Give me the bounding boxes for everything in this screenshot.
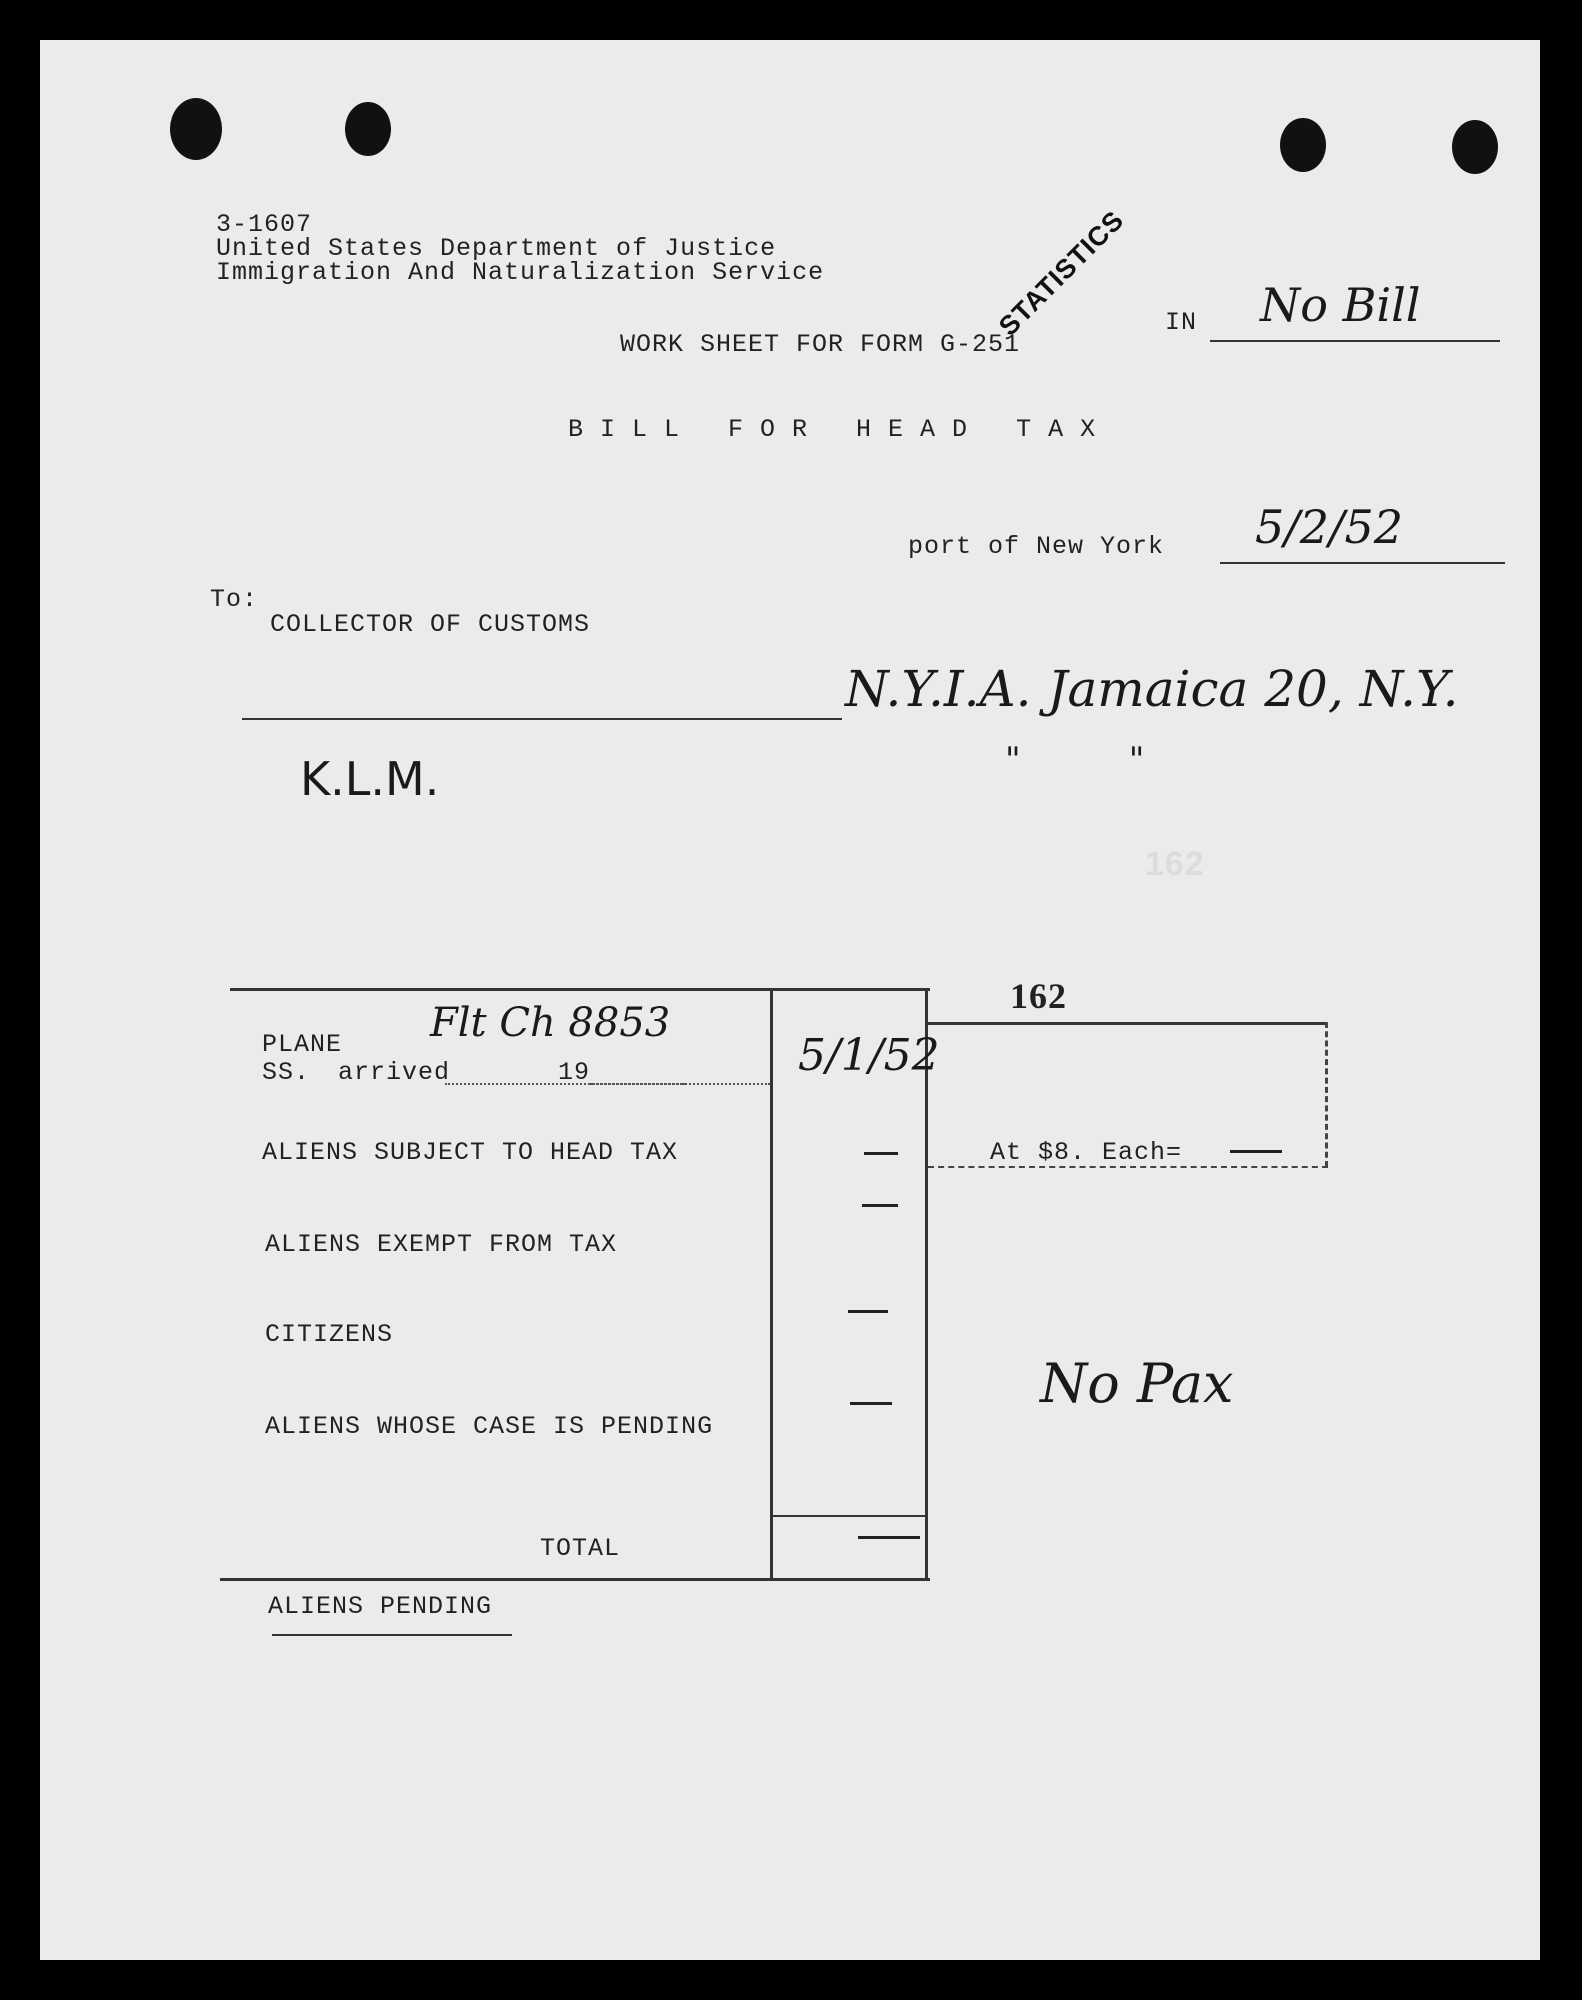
in-label: IN (1165, 308, 1198, 337)
rate-label: At $8. Each= (990, 1138, 1183, 1167)
total-label: TOTAL (540, 1534, 621, 1563)
arrival-date-handwritten: 5/1/52 (798, 1030, 940, 1081)
row-aliens-pending-value (850, 1402, 892, 1405)
total-value (858, 1536, 920, 1539)
total-separator (773, 1515, 925, 1517)
form-subtitle: B I L L F O R H E A D T A X (568, 415, 1097, 444)
year-prefix: 19 (558, 1058, 591, 1087)
document-page (40, 40, 1540, 1960)
form-number: 3-1607 (216, 210, 313, 239)
punch-hole (345, 102, 391, 156)
date-handwritten: 5/2/52 (1255, 500, 1404, 554)
aliens-pending-footer: ALIENS PENDING (268, 1592, 493, 1621)
rate-box-top (928, 1022, 1328, 1025)
form-title: WORK SHEET FOR FORM G-251 (620, 330, 1021, 359)
carrier-handwritten: K.L.M. (300, 752, 440, 806)
punch-hole (170, 98, 222, 160)
in-underline (1210, 340, 1500, 342)
row-citizens-label: CITIZENS (265, 1320, 394, 1349)
table-bottom-rule (220, 1578, 930, 1581)
statistics-stamp: STATISTICS (992, 204, 1130, 342)
row-aliens-pending-label: ALIENS WHOSE CASE IS PENDING (265, 1412, 714, 1441)
agency-line-1: United States Department of Justice (216, 234, 777, 263)
rate-value-dash (1230, 1150, 1282, 1153)
rate-box-right (1325, 1022, 1328, 1167)
row-aliens-exempt-value (862, 1204, 898, 1207)
plane-value-handwritten: Flt Ch 8853 (430, 1000, 671, 1046)
plane-label: PLANE (262, 1030, 343, 1059)
aliens-pending-underline (272, 1634, 512, 1636)
row-aliens-subject-value (864, 1152, 898, 1155)
row-aliens-exempt-label: ALIENS EXEMPT FROM TAX (265, 1230, 618, 1259)
table-divider (770, 988, 773, 1580)
row-citizens-value (848, 1310, 888, 1313)
faint-stamp-number: 162 (1145, 845, 1205, 883)
table-top-rule (230, 988, 930, 991)
arrived-label: arrived (338, 1058, 451, 1087)
port-label: port of New York (908, 532, 1165, 561)
row-aliens-subject-label: ALIENS SUBJECT TO HEAD TAX (262, 1138, 679, 1167)
ss-label: SS. (262, 1058, 311, 1087)
in-value-handwritten: No Bill (1260, 278, 1421, 332)
address-handwritten: N.Y.I.A. Jamaica 20, N.Y. (845, 660, 1459, 718)
to-label: To: (210, 585, 259, 614)
agency-line-2: Immigration And Naturalization Service (216, 258, 825, 287)
year-dotted-line (590, 1082, 770, 1085)
date-underline (1220, 562, 1505, 564)
no-pax-handwritten: No Pax (1040, 1352, 1234, 1415)
addressee: COLLECTOR OF CUSTOMS (270, 610, 591, 639)
punch-hole (1452, 120, 1498, 174)
punch-hole (1280, 118, 1326, 172)
address-line (242, 718, 842, 720)
ditto-marks: " " (1005, 740, 1145, 780)
stamp-number: 162 (1010, 976, 1067, 1016)
